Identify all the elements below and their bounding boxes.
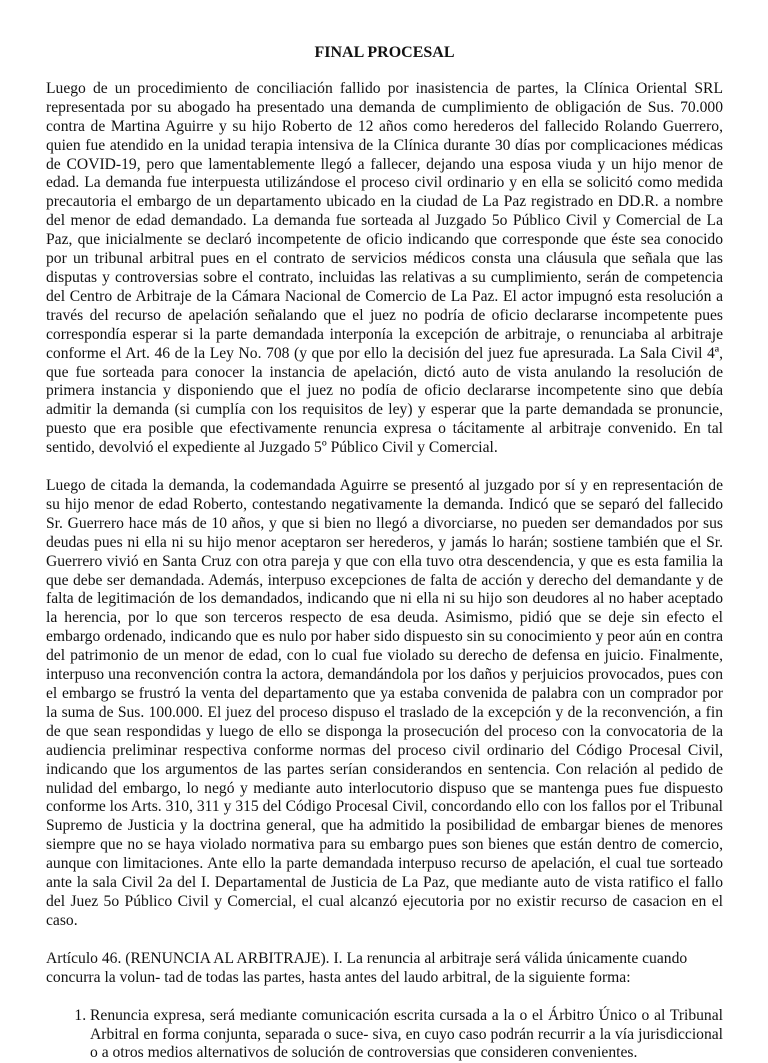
- list-item: 1. Renuncia expresa, será mediante comunicación escrita cursada a la o el Árbitro Único o al Tribunal Arbitral en forma conjunta, separada o suce- siva, en cuyo caso podrán recurrir a la vía jurisdiccional o a otros medios alternativos de solución de controversias que consideren convenientes.: [90, 1007, 723, 1063]
- paragraph-case-background: Luego de un procedimiento de conciliación fallido por inasistencia de partes, la Clínica Oriental SRL representada por su abogado ha presentado una demanda de cumplimiento de obligación de Sus. 70.000 contra de Martina Aguirre y su hijo Roberto de 12 años como herederos del fallecido Rolando Guerrero, quien fue atendido en la unidad terapia intensiva de la Clínica durante 30 días por complicaciones médicas de COVID-19, pero que lamentablemente llegó a fallecer, dejando una esposa viuda y un hijo menor de edad. La demanda fue interpuesta utilizándose el proceso civil ordinario y en ella se solicitó como medida precautoria el embargo de un departamento ubicado en la ciudad de La Paz registrado en DD.R. a nombre del menor de edad demandado. La demanda fue sorteada al Juzgado 5o Público Civil y Comercial de La Paz, que inicialmente se declaró incompetente de oficio indicando que corresponde que éste sea conocido por un tribunal arbitral pues en el contrato de servicios médicos consta una cláusula que señala que las disputas y controversias sobre el contrato, incluidas las relativas a su cumplimiento, serán de competencia del Centro de Arbitraje de la Cámara Nacional de Comercio de La Paz. El actor impugnó esta resolución a través del recurso de apelación señalando que el juez no podría de oficio declararse incompetente pues correspondía esperar si la parte demandada interponía la excepción de arbitraje, o renunciaba al arbitraje conforme el Art. 46 de la Ley No. 708 (y que por ello la decisión del juez fue apresurada. La Sala Civil 4ª, que fue sorteada para conocer la instancia de apelación, dictó auto de vista anulando la resolución de primera instancia y disponiendo que el juez no podía de oficio declararse incompetente sino que debía admitir la demanda (si cumplía con los requisitos de ley) y esperar que la parte demandada se pronuncie, puesto que era posible que efectivamente renuncia expresa o tácitamente al arbitraje convenido. En tal sentido, devolvió el expediente al Juzgado 5º Público Civil y Comercial.: [46, 79, 723, 457]
- paragraph-defendant-response: Luego de citada la demanda, la codemandada Aguirre se presentó al juzgado por sí y en representación de su hijo menor de edad Roberto, contestando negativamente la demanda. Indicó que se separó del fallecido Sr. Guerrero hace más de 10 años, y que si bien no llegó a divorciarse, no pueden ser demandados por sus deudas pues ni ella ni su hijo menor aceptaron ser herederos, y jamás lo harán; sostiene también que el Sr. Guerrero vivió en Santa Cruz con otra pareja y que con ella tuvo otra descendencia, y que es esta familia la que debe ser demandada. Además, interpuso excepciones de falta de acción y derecho del demandante y de falta de legitimación de los demandados, indicando que ni ella ni su hijo son deudores al no haber aceptado la herencia, por lo que son terceros respecto de esa deuda. Asimismo, pidió que se deje sin efecto el embargo ordenado, indicando que es nulo por haber sido dispuesto sin su conocimiento y peor aún en contra del patrimonio de un menor de edad, con lo cual fue violado su derecho de defensa en juicio. Finalmente, interpuso una reconvención contra la actora, demandándola por los daños y perjuicios provocados, pues con el embargo se frustró la venta del departamento que ya estaba convenida de palabra con un comprador por la suma de Sus. 100.000. El juez del proceso dispuso el traslado de la excepción y de la reconvención, a fin de que sean respondidas y luego de ello se disponga la prosecución del proceso con la convocatoria de la audiencia preliminar respectiva conforme normas del proceso civil ordinario del Código Procesal Civil, indicando que los argumentos de las partes serían considerandos en sentencia. Con relación al pedido de nulidad del embargo, lo negó y mediante auto interlocutorio dispuso que se mantenga pues fue dispuesto conforme los Arts. 310, 311 y 315 del Código Procesal Civil, concordando ello con los fallos por el Tribunal Supremo de Justicia y la doctrina general, que ha admitido la posibilidad de embargar bienes de menores siempre que no se haya violado normativa para su embargo pues son bienes que están dentro de comercio, aunque con limitaciones. Ante ello la parte demandada interpuso recurso de apelación, el cual tue sorteado ante la sala Civil 2a del I. Departamental de Justicia de La Paz, que mediante auto de vista ratifico el fallo del Juez 5o Público Civil y Comercial, el cual alcanzó ejecutoria por no existir recurso de casacion en el caso.: [46, 477, 723, 929]
- document-page: [46, 44, 723, 1063]
- article-list: [46, 1007, 723, 1063]
- document-title: FINAL PROCESAL: [314, 44, 455, 61]
- article-46-text: Artículo 46. (RENUNCIA AL ARBITRAJE). I. La renuncia al arbitraje será válida únicamente cuando concurra la volun- tad de todas las partes, hasta antes del laudo arbitral, de la siguiente forma:: [46, 949, 688, 986]
